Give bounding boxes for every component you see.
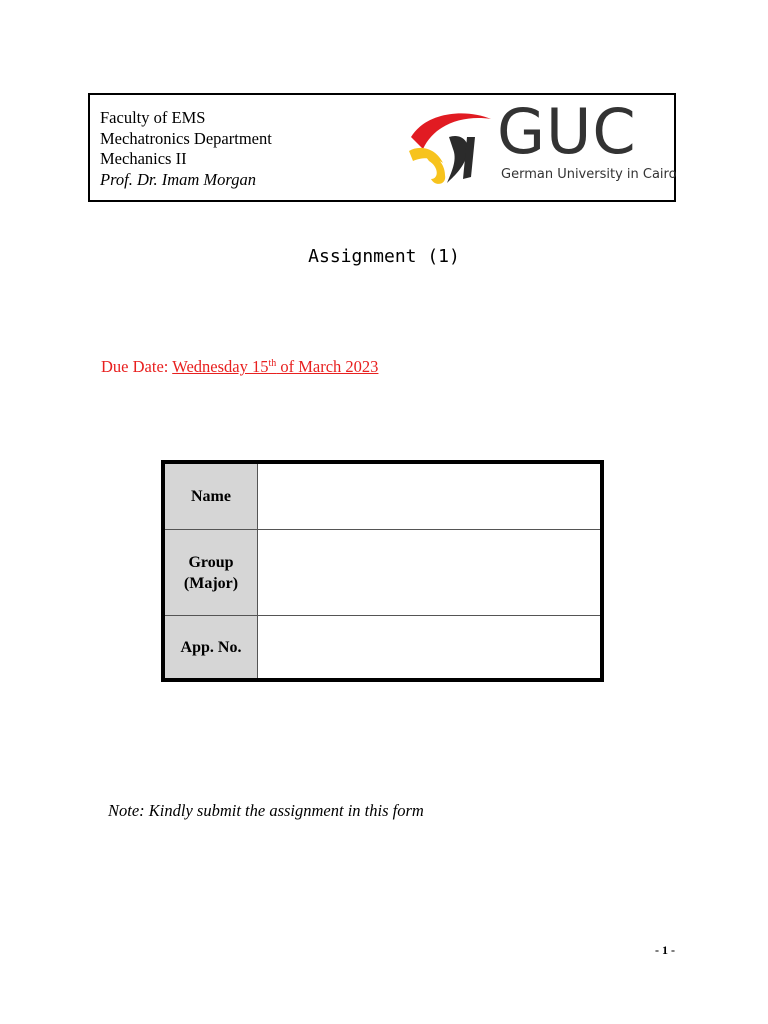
due-date-value xyxy=(172,357,378,376)
due-date-month-year: of March 2023 xyxy=(276,357,379,376)
guc-logo xyxy=(405,95,677,191)
due-date xyxy=(101,357,378,377)
table-row-name xyxy=(163,462,602,529)
table-row-group xyxy=(163,529,602,616)
faculty-line: Faculty of EMS xyxy=(100,108,206,127)
assignment-title: Assignment (1) xyxy=(308,246,460,267)
app-no-field[interactable] xyxy=(258,616,603,680)
header-box xyxy=(88,93,676,202)
app-no-label: App. No. xyxy=(163,616,258,680)
page-number: - 1 - xyxy=(655,943,675,957)
name-field[interactable] xyxy=(258,462,603,529)
due-date-label: Due Date: xyxy=(101,357,173,376)
guc-wordmark: GUC xyxy=(497,95,637,168)
group-field[interactable] xyxy=(258,529,603,616)
guc-logo-mark-icon xyxy=(405,107,497,189)
header-text xyxy=(100,108,272,190)
note-text: Note: Kindly submit the assignment in this form xyxy=(108,801,424,820)
course-line: Mechanics II xyxy=(100,149,187,168)
group-label: Group (Major) xyxy=(163,529,258,616)
student-info-table xyxy=(161,460,604,682)
due-date-day: Wednesday 15 xyxy=(172,357,269,376)
table-row-app-no xyxy=(163,616,602,680)
due-date-ordinal: th xyxy=(268,358,277,369)
guc-subtitle: German University in Cairo xyxy=(501,167,677,182)
name-label: Name xyxy=(163,462,258,529)
department-line: Mechatronics Department xyxy=(100,128,272,148)
professor-line: Prof. Dr. Imam Morgan xyxy=(100,169,256,189)
